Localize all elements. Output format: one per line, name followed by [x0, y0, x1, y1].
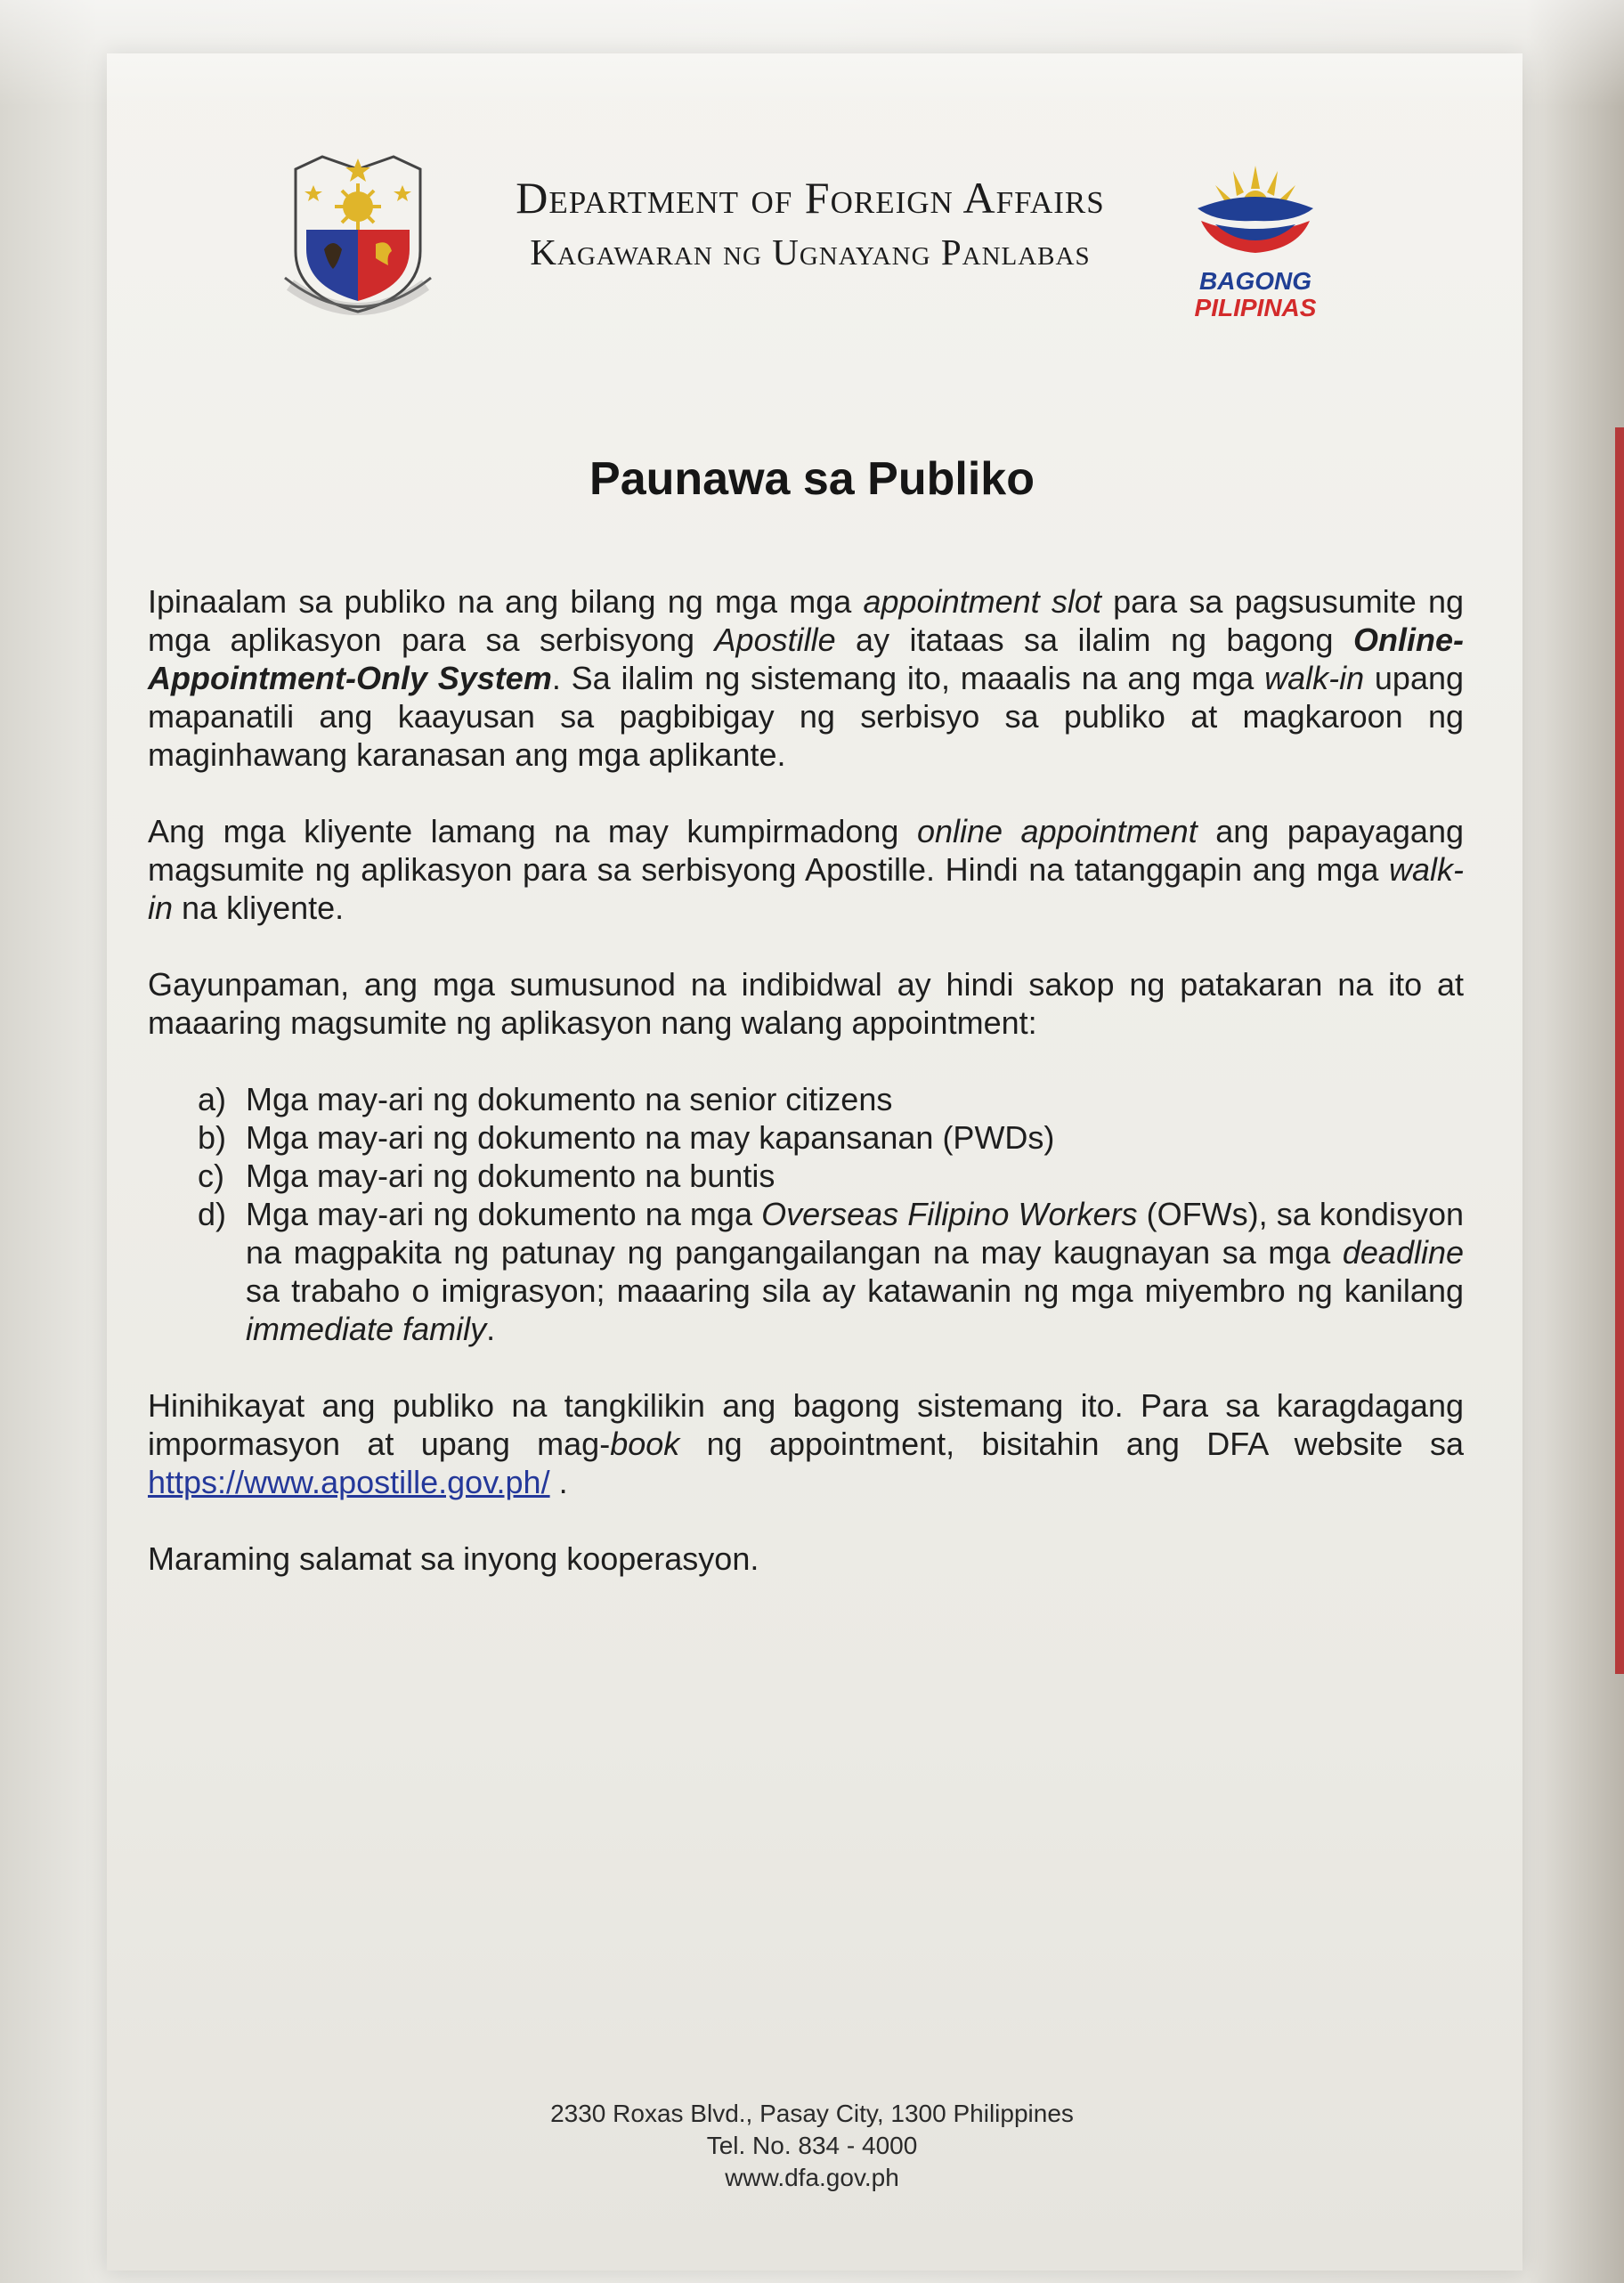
list-item-text: Mga may-ari ng dokumento na buntis	[246, 1158, 775, 1194]
p4-text-1: Hinihikayat ang publiko na tangkilikin ang bagong sistemang ito. Para sa karagdagang impormasyon at upang mag-	[148, 1387, 1464, 1462]
list-em-immediate-family: immediate family	[246, 1311, 487, 1347]
apostille-website-link[interactable]: https://www.apostille.gov.ph/	[148, 1464, 550, 1500]
list-item-text-3: sa trabaho o imigrasyon; maaaring sila ay katawanin ng mga miyembro ng kanilang	[246, 1272, 1464, 1309]
background-red-strip	[1615, 427, 1624, 1674]
list-marker: b)	[198, 1119, 227, 1156]
bagong-pilipinas-logo	[1175, 158, 1336, 328]
p1-text-3: ay itataas sa ilalim ng bagong	[835, 622, 1354, 658]
list-marker: a)	[198, 1081, 227, 1117]
list-marker: c)	[198, 1158, 224, 1194]
list-item	[148, 1157, 1464, 1195]
paragraph-1	[148, 582, 1464, 774]
footer-contact	[0, 2098, 1624, 2194]
paragraph-2	[148, 812, 1464, 927]
p1-em-appointment-slot: appointment slot	[863, 583, 1101, 620]
exemption-list	[148, 1080, 1464, 1348]
footer-address: 2330 Roxas Blvd., Pasay City, 1300 Philippines	[550, 2100, 1074, 2127]
p2-text-1: Ang mga kliyente lamang na may kumpirmadong	[148, 813, 917, 849]
paragraph-3: Gayunpaman, ang mga sumusunod na indibidwal ay hindi sakop ng patakaran na ito at maaaring magsumite ng aplikasyon nang walang appointment:	[148, 966, 1464, 1041]
notice-title: Paunawa sa Publiko	[589, 453, 1035, 505]
p1-em-apostille: Apostille	[714, 622, 836, 658]
list-item	[148, 1195, 1464, 1348]
list-item-text-1: Mga may-ari ng dokumento na mga	[246, 1196, 762, 1232]
list-item-text: Mga may-ari ng dokumento na may kapansanan (PWDs)	[246, 1119, 1055, 1156]
list-marker: d)	[198, 1196, 227, 1232]
bagong-pilipinas-mark-icon	[1189, 158, 1322, 264]
p4-text-2: ng appointment, bisitahin ang DFA website sa	[679, 1426, 1464, 1462]
list-item-text: Mga may-ari ng dokumento na senior citizens	[246, 1081, 893, 1117]
closing-line: Maraming salamat sa inyong kooperasyon.	[148, 1540, 759, 1577]
dfa-seal-logo	[278, 144, 438, 322]
agency-name-filipino: Kagawaran ng Ugnayang Panlabas	[530, 232, 1091, 272]
paragraph-4	[148, 1386, 1464, 1501]
footer-telephone: Tel. No. 834 - 4000	[706, 2132, 918, 2159]
p1-text-1: Ipinaalam sa publiko na ang bilang ng mga mga	[148, 583, 864, 620]
p1-text-2: para sa pagsusumite ng mga aplikasyon para sa serbisyong	[148, 583, 1464, 658]
p2-text-2: ang papayagang magsumite ng aplikasyon para sa serbisyong Apostille. Hindi na tatanggapin ang mga	[148, 813, 1464, 888]
p2-em-online-appointment: online appointment	[916, 813, 1198, 849]
list-em-ofw: Overseas Filipino Workers	[761, 1196, 1138, 1232]
list-item-text-4: .	[486, 1311, 496, 1347]
brand-word-pilipinas: PILIPINAS	[1194, 294, 1317, 321]
p2-text-3: na kliyente.	[173, 890, 345, 926]
plastic-glare	[0, 0, 1624, 107]
list-item-text-2: (OFWs), sa kondisyon na magpakita ng patunay ng pangangailangan na may kaugnayan sa mga	[246, 1196, 1464, 1271]
p1-strong-system-name: Online-Appointment-Only System	[148, 622, 1465, 696]
p1-text-4: . Sa ilalim ng sistemang ito, maaalis na ang mga	[551, 660, 1265, 696]
agency-name-english: Department of Foreign Affairs	[516, 173, 1105, 223]
brand-word-bagong: BAGONG	[1199, 267, 1311, 295]
list-item	[148, 1118, 1464, 1157]
p4-em-book: book	[610, 1426, 680, 1462]
p1-em-walk-in: walk-in	[1264, 660, 1365, 696]
p2-em-walk-in: walk-in	[148, 851, 1464, 926]
agency-name-block	[454, 171, 1166, 276]
p1-text-5: upang mapanatili ang kaayusan sa pagbibigay ng serbisyo sa publiko at magkaroon ng maginhawang karanasan ang mga aplikante.	[148, 660, 1465, 773]
notice-body	[148, 582, 1464, 1616]
footer-website: www.dfa.gov.ph	[725, 2164, 899, 2191]
list-em-deadline: deadline	[1342, 1234, 1464, 1271]
p4-text-3: .	[549, 1464, 568, 1500]
list-item	[148, 1080, 1464, 1118]
